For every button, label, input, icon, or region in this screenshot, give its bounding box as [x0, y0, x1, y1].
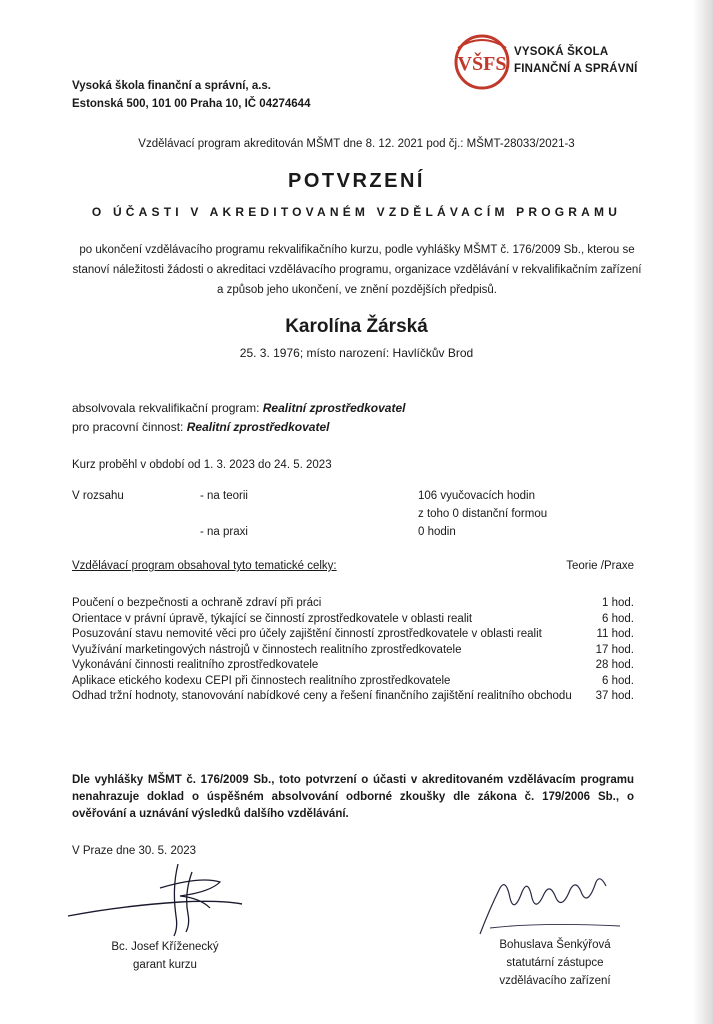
topic-hours: 17 hod. [595, 643, 634, 656]
occupation-label: pro pracovní činnost: [72, 420, 184, 434]
topics-list [72, 596, 634, 705]
person-birth: 25. 3. 1976; místo narození: Havlíčkův Brod [239, 346, 474, 360]
topic-hours: 11 hod. [596, 628, 634, 640]
institution-block [72, 77, 310, 113]
topic-row [72, 658, 634, 674]
signer-right-name: Bohuslava Šenkýřová [499, 939, 611, 951]
school-logo [452, 30, 652, 94]
signer-left-role: garant kurzu [133, 959, 197, 971]
topics-header-left: Vzdělávací program obsahoval tyto tematické celky: [72, 560, 337, 572]
topic-name: Využívání marketingových nástrojů v činnostech realitního zprostředkovatele [72, 643, 462, 656]
scope-practice-label: - na praxi [200, 526, 248, 538]
scope-practice-value: 0 hodin [418, 526, 456, 538]
scope-theory-value: 106 vyučovacích hodin [418, 490, 535, 502]
signer-right-role2: vzdělávacího zařízení [499, 975, 611, 987]
scope-theory-label: - na teorii [200, 490, 248, 502]
vsfs-logo-icon [452, 30, 512, 94]
topic-row [72, 627, 634, 643]
topics-header-right: Teorie /Praxe [566, 560, 634, 572]
signer-left [90, 938, 240, 974]
topic-hours: 1 hod. [602, 597, 634, 609]
topic-hours: 6 hod. [602, 674, 634, 687]
program-block [72, 399, 405, 437]
topic-name: Posuzování stavu nemovité věci pro účely zajištění činností zprostředkovatele v oblasti realit [72, 628, 542, 640]
garant-signature-icon [60, 858, 250, 938]
signer-right [470, 936, 640, 990]
topic-name: Odhad tržní hodnoty, stanovování nabídkové ceny a řešení finančního zajištění realitního obchodu [72, 690, 572, 702]
logo-text [514, 44, 638, 78]
page-edge-shadow [693, 0, 713, 1024]
institution-name: Vysoká škola finanční a správní, a.s. [72, 80, 271, 92]
logo-text-line2: FINANČNÍ A SPRÁVNÍ [514, 63, 638, 75]
topic-row [72, 643, 634, 659]
program-value: Realitní zprostředkovatel [262, 401, 406, 415]
topic-hours: 6 hod. [602, 612, 634, 625]
topic-name: Orientace v právní úpravě, týkající se činností zprostředkovatele v oblasti realit [72, 612, 473, 625]
svg-text:VŠFS: VŠFS [457, 53, 507, 75]
document-subtitle: O ÚČASTI V AKREDITOVANÉM VZDĚLÁVACÍM PROGRAMU [91, 205, 622, 219]
signer-right-role1: statutární zástupce [506, 957, 604, 969]
logo-text-line1: VYSOKÁ ŠKOLA [514, 46, 609, 58]
program-label: absolvovala rekvalifikační program: [72, 401, 260, 415]
topic-row [72, 596, 634, 612]
topic-hours: 28 hod. [595, 659, 634, 671]
topic-row [72, 612, 634, 628]
scope-label: V rozsahu [72, 490, 124, 502]
institution-address: Estonská 500, 101 00 Praha 10, IČ 04274644 [72, 98, 311, 110]
accreditation-line: Vzdělávací program akreditován MŠMT dne 8. 12. 2021 pod čj.: MŠMT-28033/2021-3 [138, 138, 575, 150]
topics-header [72, 560, 634, 572]
signer-left-name: Bc. Josef Kříženecký [111, 941, 219, 953]
topic-name: Vykonávání činnosti realitního zprostředkovatele [72, 659, 319, 671]
statutory-signature-icon [470, 868, 630, 938]
person-name: Karolína Žárská [285, 316, 428, 337]
place-date: V Praze dne 30. 5. 2023 [72, 845, 197, 857]
topic-row [72, 674, 634, 690]
document-title: POTVRZENÍ [288, 170, 425, 192]
legal-note: Dle vyhlášky MŠMT č. 176/2009 Sb., toto potvrzení o účasti v akreditovaném vzdělávacím programu nenahrazuje doklad o úspěšném absolvování odborné zkoušky dle zákona č. 179/2006 Sb., o ověřování a uznávání výsledků dalšího vzdělávání. [72, 774, 634, 820]
topic-name: Aplikace etického kodexu CEPI při činnostech realitního zprostředkovatele [72, 674, 451, 687]
topic-hours: 37 hod. [595, 690, 634, 702]
topic-row [72, 689, 634, 705]
course-period: Kurz proběhl v období od 1. 3. 2023 do 24. 5. 2023 [72, 459, 332, 471]
occupation-value: Realitní zprostředkovatel [186, 420, 330, 434]
topic-name: Poučení o bezpečnosti a ochraně zdraví při práci [72, 597, 322, 609]
intro-paragraph: po ukončení vzdělávacího programu rekvalifikačního kurzu, podle vyhlášky MŠMT č. 176/2009 Sb., kterou se stanoví náležitosti žádosti o akreditaci vzdělávacího programu, organizace vzdělávání v rekvalifikačním zařízení a způsob jeho ukončení, ve znění pozdějších předpisů. [72, 244, 642, 296]
scope-distance-value: z toho 0 distanční formou [418, 508, 548, 520]
